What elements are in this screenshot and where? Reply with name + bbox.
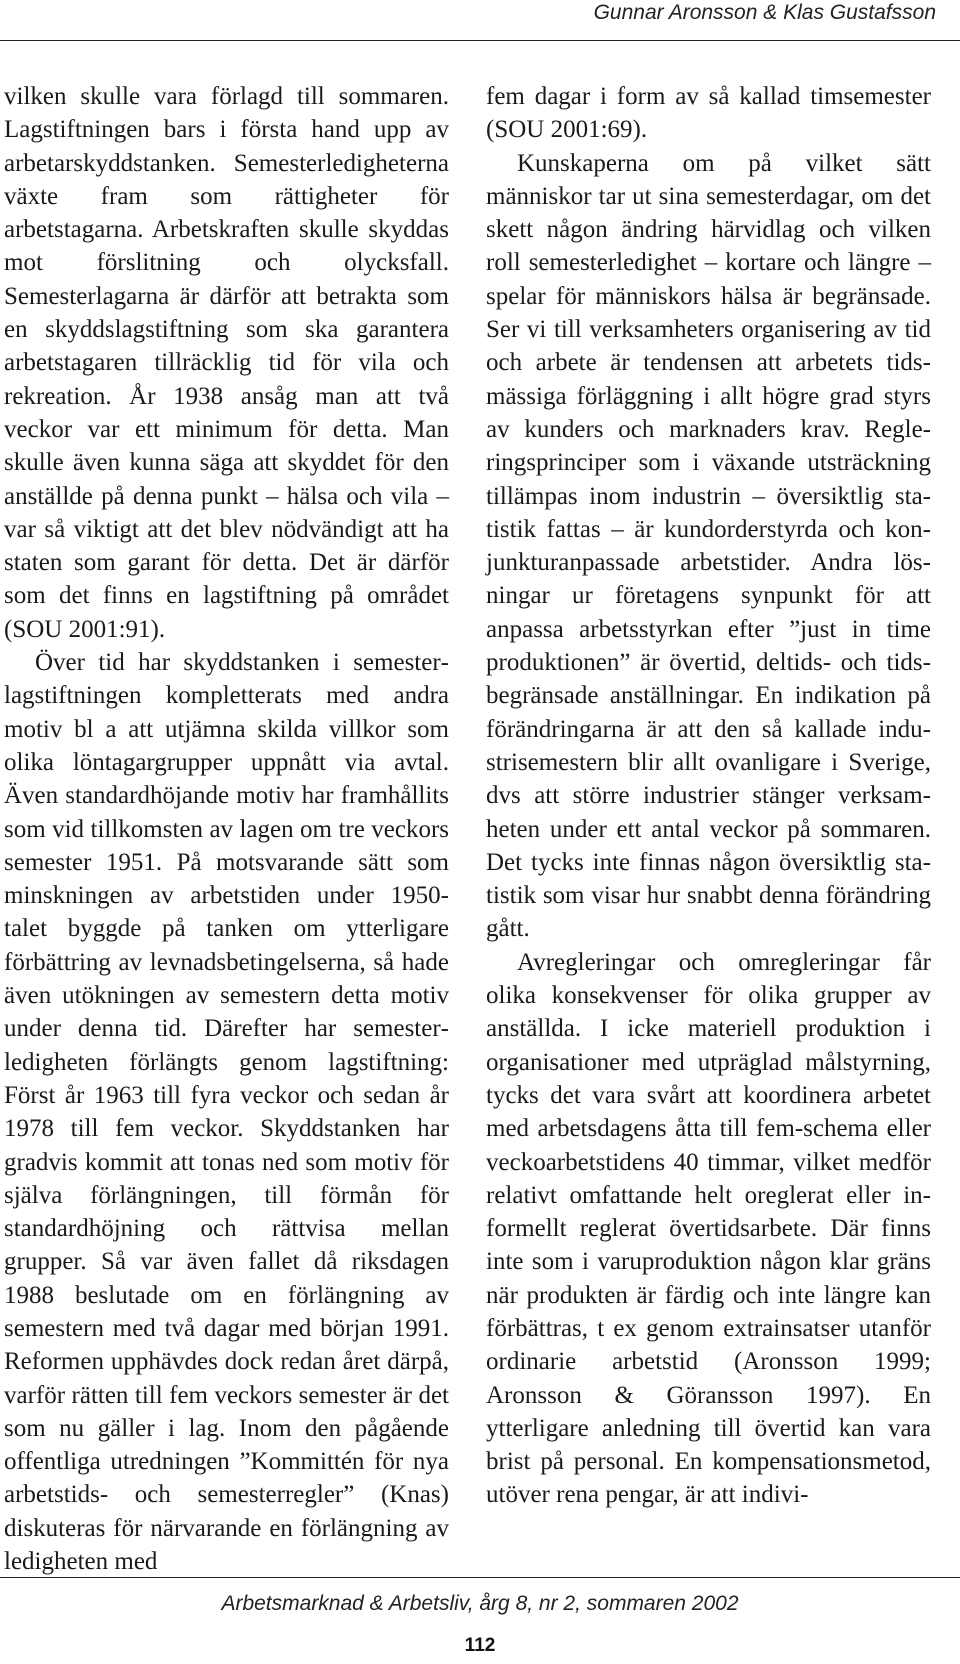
footer-journal-citation: Arbetsmarknad & Arbetsliv, årg 8, nr 2, sommaren 2002 xyxy=(221,1592,739,1615)
body-paragraph: vilken skulle vara förlagd till sommaren. Lagstiftningen bars i första hand upp av arbetarskyddstanken. Semesterledigheterna växte fram som rättigheter för arbetstagarna. Arbetskraften skulle skyddas mot förslitning och olycksfall. Semesterlagarna är därför att betrakta som en skyddslagstiftning som ska garantera arbetstagaren tillräcklig tid för vila och rekreation. År 1938 ansåg man att två veckor var ett minimum för detta. Man skulle även kunna säga att skyddet för den anställde på denna punkt – hälsa och vila – var så viktigt att det blev nödvändigt att ha staten som garant för detta. Det är därför som det finns en lagstiftning på området (SOU 2001:91). xyxy=(4,83,449,643)
body-paragraph: Kunskaperna om på vilket sätt människor tar ut sina semesterdagar, om det skett någon ändring härvidlag och vilken roll semesterledighet – kortare och längre – spelar för människors hälsa är begränsade. Ser vi till verksamheters organisering av tid och arbete är tendensen att arbetets tidsmässiga förläggning i allt högre grad styrs av kunders och marknaders krav. Regleringsprinciper som i växande utsträckning tillämpas inom industrin – översiktlig statistik fattas – är kundorderstyrda och konjunkturanpassade arbetstider. Andra lösningar ur företagens synpunkt för att anpassa arbetsstyrkan efter ”just in time produktionen” är övertid, deltids- och tidsbegränsade anställningar. En indikation på förändringarna är att den så kallade industrisemestern blir allt ovanligare i Sverige, dvs att större industrier stänger verksamheten under ett antal veckor på sommaren. Det tycks inte finnas någon översiktlig statistik som visar hur snabbt denna förändring gått. xyxy=(486,149,931,943)
body-paragraph: Avregleringar och omregleringar får olika konsekvenser för olika grupper av anställda. I icke materiell produktion i organisationer med utpräglad målstyrning, tycks det vara svårt att koordinera arbetet med arbetsdagens åtta till fem-schema eller veckoarbetstidens 40 timmar, vilket medför relativt omfattande helt oreglerat eller informellt reglerat övertidsarbete. Där finns inte som i varuproduktion någon klar gräns när produkten är färdig och inte längre kan förbättras, t ex genom extrainsatser utanför ordinarie arbetstid (Aronsson 1999; Aronsson & Göransson 1997). En ytterligare anledning till övertid kan vara brist på personal. En kompensationsmetod, utöver rena pengar, är att indivi- xyxy=(486,948,931,1509)
right-column xyxy=(486,80,931,1512)
body-paragraph: fem dagar i form av så kallad timsemester (SOU 2001:69). xyxy=(486,83,931,144)
page-number: 112 xyxy=(464,1635,496,1656)
running-head-authors: Gunnar Aronsson & Klas Gustafsson xyxy=(593,1,936,24)
body-paragraph: Över tid har skyddstanken i semesterlagstiftningen kompletterats med andra motiv bl a att utjämna skilda villkor som olika löntagargrupper uppnått via avtal. Även standardhöjande motiv har framhållits som vid tillkomsten av lagen om tre veckors semester 1951. På motsvarande sätt som minskningen av arbetstiden under 1950-talet byggde på tanken om ytterligare förbättring av levnadsbetingelserna, så hade även utökningen av semestern detta motiv under denna tid. Därefter har semesterledigheten förlängts genom lagstiftning: Först år 1963 till fyra veckor och sedan år 1978 till fem veckor. Skyddstanken har gradvis kommit att tonas ned som motiv för själva förlängningen, till förmån för standardhöjning och rättvisa mellan grupper. Så var även fallet då riksdagen 1988 beslutade om en förlängning av semestern med två dagar med början 1991. Reformen upphävdes dock redan året därpå, varför rätten till fem veckors semester är det som nu gäller i lag. Inom den pågående offentliga utredningen ”Kommittén för nya arbetstids- och semesterregler” (Knas) diskuteras för närvarande en förlängning av ledigheten med xyxy=(4,649,449,1576)
footer-rule xyxy=(0,1577,960,1578)
left-column xyxy=(4,80,449,1578)
header-rule xyxy=(0,40,960,41)
